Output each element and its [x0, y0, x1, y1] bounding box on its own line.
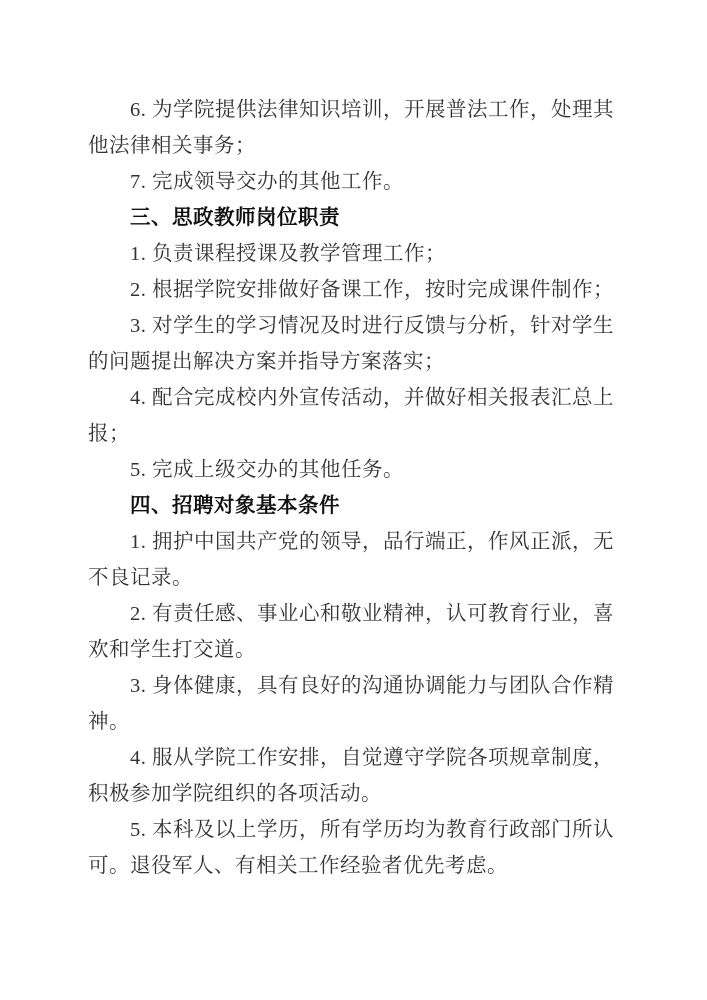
list-item-4-publicity — [88, 380, 620, 452]
document-body — [88, 92, 620, 884]
doc-line: 可。退役军人、有相关工作经验者优先考虑。 — [88, 855, 508, 877]
doc-line: 4. 配合完成校内外宣传活动，并做好相关报表汇总上 — [130, 387, 614, 409]
doc-line: 欢和学生打交道。 — [88, 639, 256, 661]
requirement-item-3-health — [88, 668, 620, 740]
doc-line: 的问题提出解决方案并指导方案落实； — [88, 351, 445, 373]
doc-line: 7. 完成领导交办的其他工作。 — [130, 171, 404, 193]
list-item-7-other-work — [88, 164, 620, 200]
doc-line: 6. 为学院提供法律知识培训，开展普法工作，处理其 — [130, 99, 614, 121]
doc-line: 不良记录。 — [88, 567, 193, 589]
section-heading-text: 四、招聘对象基本条件 — [130, 494, 340, 517]
doc-line: 5. 本科及以上学历，所有学历均为教育行政部门所认 — [130, 819, 614, 841]
doc-line: 4. 服从学院工作安排，自觉遵守学院各项规章制度， — [130, 747, 614, 769]
list-item-5-other-tasks — [88, 452, 620, 488]
doc-line: 2. 根据学院安排做好备课工作，按时完成课件制作； — [130, 279, 614, 301]
requirement-item-4-discipline — [88, 740, 620, 812]
doc-line: 他法律相关事务； — [88, 135, 256, 157]
heading-section-3-ideology-teacher-duties — [88, 200, 620, 236]
doc-line: 3. 身体健康，具有良好的沟通协调能力与团队合作精 — [130, 675, 614, 697]
doc-line: 神。 — [88, 711, 130, 733]
doc-line: 1. 负责课程授课及教学管理工作； — [130, 243, 446, 265]
doc-line: 5. 完成上级交办的其他任务。 — [130, 459, 404, 481]
section-heading-text: 三、思政教师岗位职责 — [130, 206, 340, 229]
list-item-1-teaching — [88, 236, 620, 272]
doc-line: 2. 有责任感、事业心和敬业精神，认可教育行业，喜 — [130, 603, 614, 625]
requirement-item-2-dedication — [88, 596, 620, 668]
doc-line: 1. 拥护中国共产党的领导，品行端正，作风正派，无 — [130, 531, 614, 553]
requirement-item-5-education — [88, 812, 620, 884]
list-item-3-student-feedback — [88, 308, 620, 380]
doc-line: 报； — [88, 423, 130, 445]
doc-line: 积极参加学院组织的各项活动。 — [88, 783, 382, 805]
list-item-2-lesson-prep — [88, 272, 620, 308]
list-item-6-legal-training — [88, 92, 620, 164]
heading-section-4-basic-requirements — [88, 488, 620, 524]
doc-line: 3. 对学生的学习情况及时进行反馈与分析，针对学生 — [130, 315, 614, 337]
requirement-item-1-political — [88, 524, 620, 596]
